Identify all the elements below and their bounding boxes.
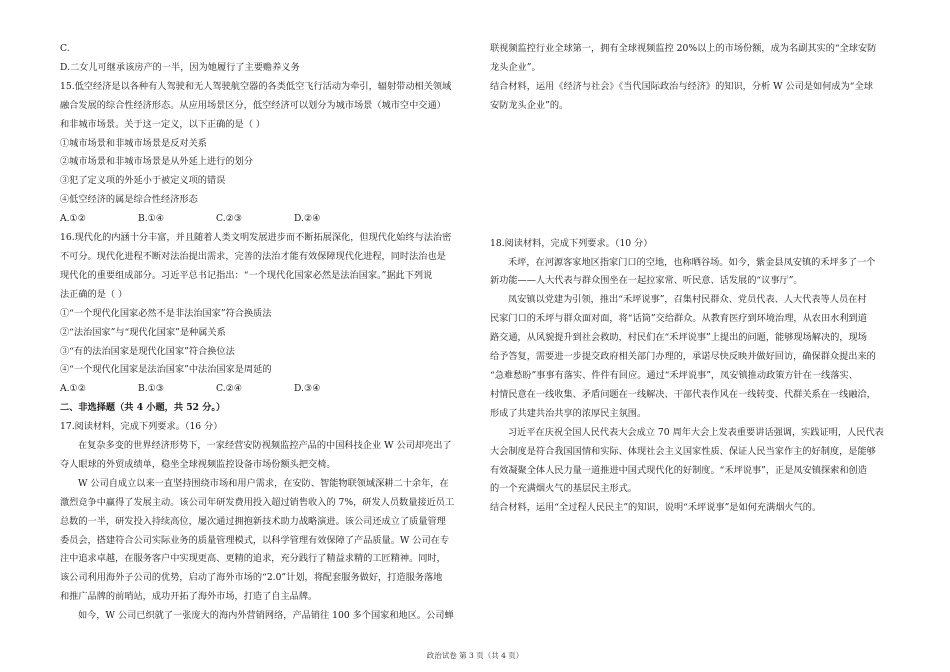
text-line: ②城市场景和非城市场景是从外延上进行的划分 <box>60 156 253 168</box>
text-line: 15.低空经济是以各种有人驾驶和无人驾驶航空器的各类低空飞行活动为牵引，辐射带动相关领域 <box>60 80 452 92</box>
answer-option: B.①④ <box>138 213 165 225</box>
text-line: 不可分。现代化进程不断对法治提出需求，完善的法治才能有效保障现代化进程，同时法治也是 <box>60 250 446 262</box>
text-line: 16.现代化的内涵十分丰富，并且随着人类文明发展进步而不断拓展深化，但现代化始终与法治密 <box>60 232 452 244</box>
left-column <box>60 40 460 626</box>
text-line: 龙头企业”。 <box>490 61 541 73</box>
text-line: 18.阅读材料，完成下列要求。（10 分） <box>490 237 653 249</box>
answer-option: C.②④ <box>216 383 243 395</box>
text-line: 禾坪，在河源客家地区指家门口的空地，也称晒谷场。如今，紫金县凤安镇的禾坪多了一个 <box>508 256 876 268</box>
answer-option: B.①③ <box>138 383 165 395</box>
text-line: 民家门口的禾坪与群众面对面，将“话筒”交给群众。从教育医疗到环境治理，从农田水利到道 <box>490 313 867 325</box>
text-line: 有效凝聚全体人民力量一道推进中国式现代化的好制度。“禾坪说事”，正是凤安镇探索和创造 <box>490 464 867 476</box>
text-line: 安防龙头企业”的。 <box>490 99 569 111</box>
text-line: 联视频监控行业全球第一，拥有全球视频监控 20%以上的市场份额，成为名副其实的“全球安防 <box>490 43 877 54</box>
text-line: 凤安镇以党建为引领，推出“禾坪说事”，召集村民群众、党员代表、人大代表等人员在村 <box>508 294 867 306</box>
text-line: 在复杂多变的世界经济形势下，一家经营安防视频监控产品的中国科技企业 W 公司却亮出了 <box>78 440 452 452</box>
answer-option: D.③④ <box>294 383 321 395</box>
text-line: 委员会，搭建符合公司实际业务的质量管理模式，以科学管理有效保障了产品质量。W 公司在专 <box>60 534 450 546</box>
text-line: 村情民意在一线收集、矛盾问题在一线解决、干部代表作风在一线转变、代群关系在一线融洽， <box>490 388 876 400</box>
text-line: 注中追求卓越，在服务客户中实现更高、更精的追求，充分践行了精益求精的工匠精神。同时， <box>60 553 446 565</box>
right-column <box>490 40 892 518</box>
text-line: “急难愁盼”事事有落实、件件有回应。通过“禾坪说事”，凤安镇推动政策方针在一线落实、 <box>490 369 858 381</box>
text-line: 法正确的是（ ） <box>60 288 128 300</box>
answer-option: A.①② <box>60 213 87 225</box>
answer-options <box>60 210 460 229</box>
text-line: 形成了共建共治共享的浓厚民主氛围。 <box>490 407 647 419</box>
text-line: 新功能——人大代表与群众围坐在一起拉家常、听民意、话发展的“议事厅”。 <box>490 275 803 287</box>
text-line: 和非城市场景。关于这一定义，以下正确的是（ ） <box>60 118 266 130</box>
answer-option: D.②④ <box>294 213 321 225</box>
text-line: ③犯了定义项的外延小于被定义项的错误 <box>60 175 226 187</box>
answer-option: C.②③ <box>216 213 243 225</box>
question-17-task <box>490 40 892 116</box>
section-heading: 二、非选择题（共 4 小题，共 52 分。） <box>60 402 226 414</box>
text-line: 17.阅读材料，完成下列要求。（16 分） <box>60 421 223 433</box>
answer-option: A.①② <box>60 383 87 395</box>
text-line: 总数的一半，研发投入持续高位，屡次通过拥抱新技术助力战略演进。该公司还成立了质量管理 <box>60 515 446 527</box>
text-line: 习近平在庆祝全国人民代表大会成立 70 周年大会上发表重要讲话强调，实践证明，人民代表 <box>508 426 884 438</box>
text-line: 给予答复，需要进一步提交政府相关部门办理的，承诺尽快反映并做好回访，确保群众提出来的 <box>490 351 876 363</box>
text-line: ③“有的法治国家是现代化国家”符合换位法 <box>60 345 235 357</box>
text-line: ①城市场景和非城市场景是反对关系 <box>60 137 207 149</box>
text-line: W 公司自成立以来一直坚持围绕市场和用户需求，在安防、智能物联领域深耕二十余年，在 <box>78 477 449 489</box>
text-line: 和推广品牌的前哨站，成功开拓了海外市场，打造了自主品牌。 <box>60 591 318 603</box>
text-line: ②“法治国家”与“现代化国家”是种属关系 <box>60 326 226 338</box>
text-line: 路交通，从风貌提升到社会救助，村民们在“禾坪说事”上提出的问题，能够现场解决的，现场 <box>490 332 867 344</box>
text-line: ④低空经济的属是综合性经济形态 <box>60 194 198 206</box>
text-line: 激烈竞争中赢得了发展主动。该公司年研发费用投入超过销售收入的 7%，研发人员数量接近员工 <box>60 496 455 508</box>
question-18 <box>490 235 892 519</box>
answer-options <box>60 380 460 399</box>
text-line: D.二女儿可继承该房产的一半，因为她履行了主要赡养义务 <box>60 61 300 73</box>
text-line: 大会制度是符合我国国情和实际、体现社会主义国家性质、保证人民当家作主的好制度，是能够 <box>490 445 876 457</box>
text-line: 夺人眼球的外贸成绩单，稳坐全球视频监控设备市场份额头把交椅。 <box>60 458 336 470</box>
text-line: 现代化的重要组成部分。习近平总书记指出：“一个现代化国家必然是法治国家。”据此下列说 <box>60 269 433 281</box>
text-line: 融合发展的综合性经济形态。从应用场景区分，低空经济可以划分为城市场景（城市空中交通） <box>60 99 446 111</box>
text-line: 如今，W 公司已织就了一张庞大的海内外营销网络，产品销往 100 多个国家和地区。公司蝉 <box>78 610 454 622</box>
answer-space <box>490 116 892 235</box>
text-line: C. <box>60 43 70 54</box>
text-line: ①“一个现代化国家必然不是非法治国家”符合换质法 <box>60 307 272 319</box>
text-line: 的一个充满烟火气的基层民主形式。 <box>490 483 637 495</box>
text-line: 结合材料，运用“全过程人民民主”的知识，说明“禾坪说事”是如何充满烟火气的。 <box>490 502 822 514</box>
text-line: 结合材料，运用《经济与社会》《当代国际政治与经济》的知识，分析 W 公司是如何成为“全球 <box>490 80 873 92</box>
text-line: 该公司利用海外子公司的优势，启动了海外市场的“2.0”计划，将配套服务做好，打造服务落地 <box>60 572 443 584</box>
text-line: ④“一个现代化国家是法治国家”中法治国家是周延的 <box>60 364 272 376</box>
page-footer: 政治试卷 第 3 页（共 4 页） <box>426 651 524 660</box>
